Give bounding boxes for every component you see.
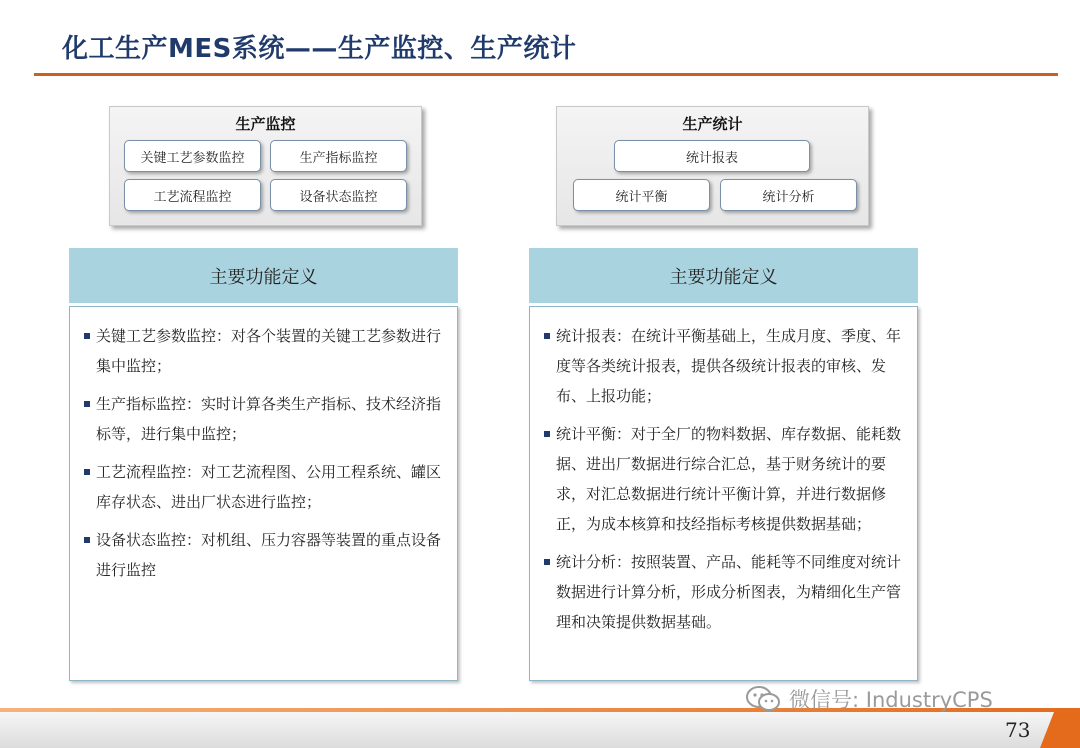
- left-definition-list: [69, 306, 458, 681]
- bullet-square-icon: [538, 321, 556, 339]
- page-number: 73: [1005, 718, 1031, 742]
- footer-band: [0, 712, 1080, 748]
- page-title: 化工生产MES系统——生产监控、生产统计: [62, 34, 577, 64]
- list-item: 关键工艺参数监控：对各个装置的关键工艺参数进行集中监控；: [78, 321, 445, 381]
- statistics-balance-box: 统计平衡: [573, 179, 710, 211]
- statistics-analysis-box: 统计分析: [720, 179, 857, 211]
- bullet-square-icon: [538, 547, 556, 565]
- production-monitor-module: [109, 106, 422, 226]
- wechat-watermark-text: 微信号: IndustryCPS: [789, 688, 993, 712]
- bullet-square-icon: [78, 389, 96, 407]
- list-item: 工艺流程监控：对工艺流程图、公用工程系统、罐区库存状态、进出厂状态进行监控；: [78, 457, 445, 517]
- list-item: 生产指标监控：实时计算各类生产指标、技术经济指标等，进行集中监控；: [78, 389, 445, 449]
- list-item: 统计报表：在统计平衡基础上，生成月度、季度、年度等各类统计报表，提供各级统计报表的审核、发布、上报功能；: [538, 321, 905, 411]
- statistics-report-box: 统计报表: [614, 140, 810, 172]
- wechat-icon: [745, 685, 781, 713]
- bullet-square-icon: [78, 457, 96, 475]
- list-item: 统计分析：按照装置、产品、能耗等不同维度对统计数据进行计算分析，形成分析图表，为精细化生产管理和决策提供数据基础。: [538, 547, 905, 637]
- bullet-square-icon: [538, 419, 556, 437]
- production-statistics-module: [556, 106, 869, 226]
- equipment-status-monitor-box: 设备状态监控: [270, 179, 407, 211]
- title-divider: [34, 73, 1058, 76]
- production-monitor-title: 生产监控: [235, 115, 296, 133]
- key-process-parameter-monitor-box: 关键工艺参数监控: [124, 140, 261, 172]
- list-item: 统计平衡：对于全厂的物料数据、库存数据、能耗数据、进出厂数据进行综合汇总，基于财务统计的要求，对汇总数据进行统计平衡计算，并进行数据修正，为成本核算和技经指标考核提供数据基础；: [538, 419, 905, 539]
- production-indicator-monitor-box: 生产指标监控: [270, 140, 407, 172]
- bullet-square-icon: [78, 525, 96, 543]
- list-item: 设备状态监控：对机组、压力容器等装置的重点设备进行监控: [78, 525, 445, 585]
- production-statistics-title: 生产统计: [682, 115, 743, 133]
- bullet-square-icon: [78, 321, 96, 339]
- process-flow-monitor-box: 工艺流程监控: [124, 179, 261, 211]
- right-definition-header: 主要功能定义: [529, 248, 918, 303]
- left-definition-header: 主要功能定义: [69, 248, 458, 303]
- wechat-watermark: [745, 684, 993, 714]
- right-definition-list: [529, 306, 918, 681]
